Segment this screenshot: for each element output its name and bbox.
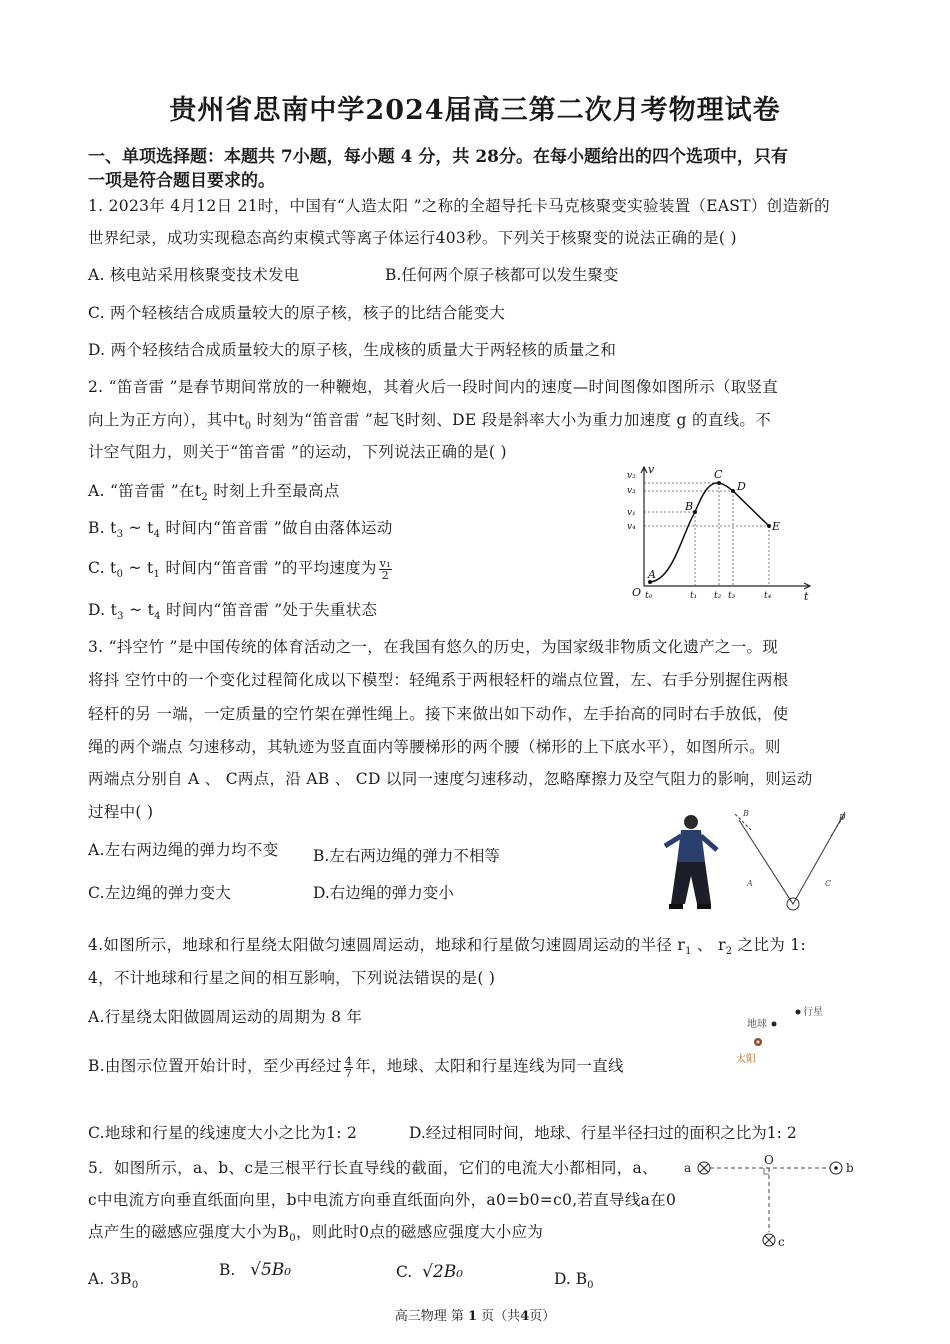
q5-stem-line1: 5．如图所示，a、b、c是三根平行长直导线的截面，它们的电流大小都相同，a、 xyxy=(88,1159,658,1177)
graph-point-b: B xyxy=(685,500,694,513)
wire-a-into-page-icon xyxy=(698,1162,710,1174)
q2-option-c: C. $t_0$ ~ $t_1$ 时间内“笛音雷 ”的平均速度为 $\frac{\text{v₁}}{2}$ xyxy=(88,556,391,582)
q3-label-c: C xyxy=(825,879,832,888)
q3-stem-line1: 3. “抖空竹 ”是中国传统的体育活动之一，在我国有悠久的历史，为国家级非物质文化遗产之一。现 xyxy=(88,638,779,656)
q5-option-c: C. √2B₀ xyxy=(396,1262,464,1282)
page-footer: 高三物理 第 1 页（共4页） xyxy=(394,1309,556,1324)
graph-velocity-curve xyxy=(650,483,769,582)
q3-stem-line3: 轻杆的另 一端，一定质量的空竹架在弹性绳上。接下来做出如下动作，左手抬高的同时右手放低，使 xyxy=(88,705,789,723)
graph-axis-v-label: v xyxy=(648,463,655,476)
q5-option-b: B. √5B₀ xyxy=(219,1260,292,1280)
q3-stem-line5: 两端点分别自 A 、 C两点，沿 AB 、 CD 以同一速度匀速移动，忽略摩擦力及空气阻力的影响，则运动 xyxy=(88,770,813,788)
q5-stem-line2: c中电流方向垂直纸面向里，b中电流方向垂直纸面向外，a0=b0=c0,若直导线a在0 xyxy=(88,1191,677,1209)
q3-stem-line6: 过程中( ) xyxy=(88,803,154,821)
graph-label-v4: v₄ xyxy=(627,522,636,532)
graph-point-d: D xyxy=(737,480,746,493)
q2-stem-line3: 计空气阻力，则关于“笛音雷 ”的运动，下列说法正确的是( ) xyxy=(88,443,507,461)
q3-option-a: A.左右两边绳的弹力均不变 xyxy=(88,841,279,859)
graph-tick-t1: t₁ xyxy=(690,591,698,601)
q2-stem-line2: 向上为正方向），其中$t_0$ 时刻为“笛音雷 ”起飞时刻、DE 段是斜率大小为重力加速度 g 的直线。不 xyxy=(88,411,772,433)
section-heading-line1: 一、单项选择题：本题共 7小题，每小题 4 分，共 28分。在每小题给出的四个选项中，只有 xyxy=(88,147,788,167)
q1-stem-line1: 1. 2023年 4月12日 21时，中国有“人造太阳 ”之称的全超导托卡马克核聚变实验装置（EAST）创造新的 xyxy=(88,197,830,215)
graph-point-c: C xyxy=(714,468,723,481)
q2-option-a: A. “笛音雷 ”在$t_2$ 时刻上升至最高点 xyxy=(88,482,340,504)
q5-option-a: A. $3B_0$ xyxy=(88,1270,139,1292)
q1-option-c: C. 两个轻核结合成质量较大的原子核，核子的比结合能变大 xyxy=(88,304,506,322)
q1-stem-line2: 世界纪录，成功实现稳态高约束模式等离子体运行403秒。下列关于核聚变的说法正确的是( ) xyxy=(88,229,737,247)
wire-b-out-of-page-icon xyxy=(830,1162,842,1174)
earth-icon xyxy=(772,1022,777,1027)
q2-stem-line1: 2. “笛音雷 ”是春节期间常放的一种鞭炮，其着火后一段时间内的速度—时间图像如图所示（取竖直 xyxy=(88,378,779,396)
graph-tick-t3: t₃ xyxy=(728,591,736,601)
q3-label-d: D xyxy=(839,813,846,822)
q4-label-earth: 地球 xyxy=(747,1019,767,1030)
graph-tick-t4: t₄ xyxy=(764,591,772,601)
q4-option-a: A.行星绕太阳做圆周运动的周期为 8 年 xyxy=(88,1008,363,1026)
graph-axis-t-label: t xyxy=(804,590,809,602)
q1-option-a: A. 核电站采用核聚变技术发电 xyxy=(88,266,300,284)
q5-label-a: a xyxy=(684,1161,692,1175)
q4-stem-line2: 4，不计地球和行星之间的相互影响，下列说法错误的是( ) xyxy=(88,969,496,987)
diabolo-player-icon xyxy=(665,815,717,909)
q4-label-planet: 行星 xyxy=(803,1007,823,1018)
q1-option-d: D. 两个轻核结合成质量较大的原子核，生成核的质量大于两轻核的质量之和 xyxy=(88,341,617,359)
q4-fraction: $\frac{4}{7}$ xyxy=(344,1054,353,1080)
graph-tick-t2: t₂ xyxy=(714,591,722,601)
graph-label-v2: v₂ xyxy=(627,471,636,481)
q4-option-c: C.地球和行星的线速度大小之比为1: 2 xyxy=(88,1124,358,1142)
q4-orbit-figure xyxy=(730,1000,840,1068)
q3-stem-line2: 将抖 空竹中的一个变化过程简化成以下模型：轻绳系于两根轻杆的端点位置，左、右手分别握住两根 xyxy=(88,671,789,689)
q5-option-d: D. $B_0$ xyxy=(554,1270,594,1292)
graph-label-v3: v₃ xyxy=(627,486,636,496)
q3-label-b: B xyxy=(743,809,749,818)
graph-point-a: A xyxy=(648,568,656,581)
q5-label-b: b xyxy=(846,1161,854,1175)
q1-option-b: B.任何两个原子核都可以发生聚变 xyxy=(385,266,619,284)
q4-stem-line1: 4.如图所示，地球和行星绕太阳做匀速圆周运动，地球和行星做匀速圆周运动的半径 $r_1$ 、 $r_2$ 之比为 1: xyxy=(88,936,806,958)
graph-origin-label: O xyxy=(632,586,642,599)
wire-c-into-page-icon xyxy=(763,1234,775,1246)
section-heading-line2: 一项是符合题目要求的。 xyxy=(88,171,275,191)
q5-wires-figure xyxy=(680,1150,860,1254)
q5-label-o: O xyxy=(764,1153,774,1167)
graph-tick-t0: t₀ xyxy=(645,591,653,601)
graph-point-e: E xyxy=(772,520,781,533)
graph-label-v1: v₁ xyxy=(627,508,636,518)
q4-option-b: B.由图示位置开始计时，至少再经过 $\frac{4}{7}$ 年，地球、太阳和行星连线为同一直线 xyxy=(88,1054,624,1080)
q4-label-sun: 太阳 xyxy=(736,1054,756,1065)
q2-fraction: $\frac{\text{v₁}}{2}$ xyxy=(379,556,391,582)
q2-option-d: D. $t_3$ ~ $t_4$ 时间内“笛音雷 ”处于失重状态 xyxy=(88,601,378,623)
q3-diabolo-figure xyxy=(655,806,855,918)
page-title: 贵州省思南中学2024届高三第二次月考物理试卷 xyxy=(169,95,781,126)
q5-label-c: c xyxy=(778,1235,785,1249)
q4-option-d: D.经过相同时间，地球、行星半径扫过的面积之比为1: 2 xyxy=(409,1124,797,1142)
q3-option-b: B.左右两边绳的弹力不相等 xyxy=(313,847,500,865)
q3-stem-line4: 绳的两个端点 匀速移动，其轨迹为竖直面内等腰梯形的两个腰（梯形的上下底水平），如图所示。则 xyxy=(88,738,781,756)
q3-label-a: A xyxy=(747,879,753,888)
planet-icon xyxy=(796,1010,801,1015)
q3-option-c: C.左边绳的弹力变大 xyxy=(88,884,232,902)
q2-option-b: B. $t_3$ ~ $t_4$ 时间内“笛音雷 ”做自由落体运动 xyxy=(88,519,393,541)
q5-stem-line3: 点产生的磁感应强度大小为$B_0$，则此时0点的磁感应强度大小应为 xyxy=(88,1223,544,1245)
q2-vt-graph xyxy=(618,462,818,602)
q3-option-d: D.右边绳的弹力变小 xyxy=(313,884,454,902)
